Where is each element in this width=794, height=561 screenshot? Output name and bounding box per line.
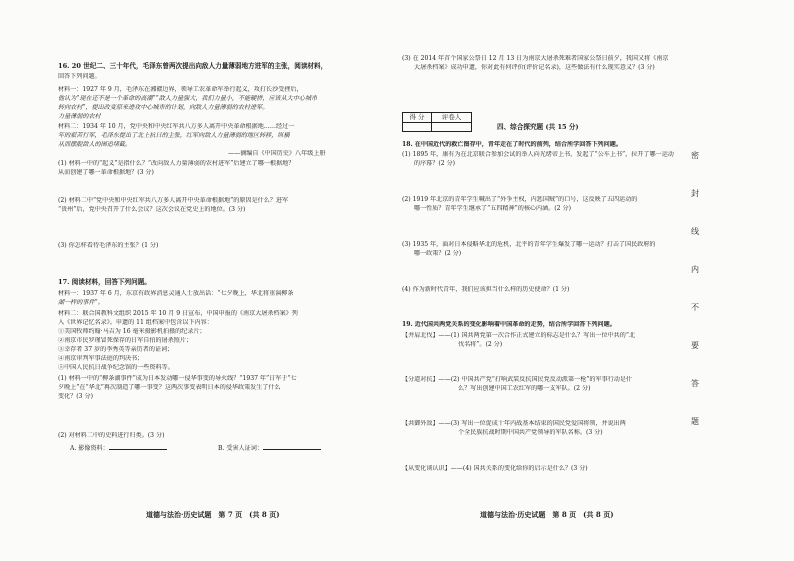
seal-line-notice	[690, 150, 700, 450]
q18-sub-3: (3) 1935 年，面对日本侵略华北的危机，北平的青年学生爆发了哪一运动？打击了国民政府的	[402, 241, 656, 248]
q17-item-4: ④南京审判军事法庭的判决书；	[58, 355, 144, 362]
q16-material-1d: 力量薄弱的农村	[58, 113, 101, 120]
q19-sub-4: 【从变化谈认识】——(4) 国共关系的变化给你的启示是什么？(3 分)	[402, 465, 588, 472]
q16-stem: 16. 20 世纪二、三十年代，毛泽东曾两次提出向敌人力量薄弱地方进军的主张，阅读材料，	[58, 62, 328, 70]
q17-sub-1c: 变化？(3 分)	[58, 393, 93, 400]
seal-char: 线	[691, 227, 699, 236]
answer-blank-a[interactable]	[109, 443, 167, 450]
page-8	[402, 0, 674, 561]
q17-sub-2: (2) 对材料二中的史料进行归类。(3 分)	[58, 432, 165, 439]
seal-char: 不	[691, 303, 699, 312]
q16-sub-2b: “贵州”后，党中央召开了什么会议？这次会议在党史上的地位。(3 分)	[58, 206, 246, 213]
q16-sub-1: (1) 材料一中的“起义”是指什么？“改向敌人力量薄弱的农村进军”后建立了哪一根据地？	[58, 160, 295, 167]
q18-sub-3b: 哪一政策？(2 分)	[414, 250, 462, 257]
q18-sub-2b: 哪一性质？青年学生继承了“五四精神”的核心内涵。(2 分)	[414, 205, 571, 212]
q17-sub-3: (3) 在 2014 年首个国家公祭日 12 月 13 日为南京大屠杀死难者国家公祭日前夕，我国又将《南京	[402, 55, 669, 62]
q17-part-a	[70, 443, 167, 453]
q17-material-1: 材料一：1937 年 6 月，东京有政界消息灵通人士放出话：“七夕晚上，华北将重演柳条	[58, 290, 294, 297]
q19-sub-1: 【并肩北伐】——(1) 国共两党第一次合作正式建立的标志是什么？写出一位中共的“北	[402, 332, 636, 339]
q19-stem: 19. 近代国共两党关系的变化影响着中国革命的走势，结合所学回答下列问题。	[402, 321, 616, 328]
q19-sub-1b: 伐名将”。(2 分)	[458, 341, 503, 348]
q16-source: ——摘编自《中国历史》八年级上册	[228, 150, 326, 157]
seal-char: 封	[691, 189, 699, 198]
q16-material-2b: 年的艰苦行军，毛泽东提出了北上抗日的主张，红军向敌人力量薄弱的地区转移，纵横	[58, 132, 290, 139]
q17-item-1: ①美国牧师约翰·马吉为 16 毫米摄影机拍摄的纪录片；	[58, 328, 206, 335]
seal-char: 要	[691, 341, 699, 350]
grader-label: 评卷人	[441, 113, 462, 121]
page-7-footer: 道德与法治·历史试题 第 7 页 (共 8 页)	[146, 510, 280, 519]
seal-char: 密	[691, 151, 699, 160]
q17-material-2: 材料二：联合国教科文组织 2015 年 10 月 9 日宣布，中国申报的《南京大屠杀档案》列	[58, 310, 298, 317]
part-a-label: A. 影像资料：	[70, 445, 109, 452]
q17-item-2: ②南京市民罗瑾冒死保存的日军自拍的屠杀照片；	[58, 337, 193, 344]
q19-sub-3: 【共御外敌】——(3) 写出一位促成十年内战基本结束的国民党爱国将领，并说出两	[402, 420, 626, 427]
section-4-title: 四、综合探究题 (共 15 分)	[497, 123, 579, 131]
q16-material-1: 材料一：1927 年 9 月，毛泽东在湘赣边界，领导工农革命军举行起义，攻打长沙受挫后，	[58, 86, 303, 93]
q16-sub-3: (3) 你怎样看待毛泽东的主张？(1 分)	[58, 242, 159, 249]
q19-sub-2: 【分道对抗】——(2) 中国共产党“打响武装反抗国民党反动派第一枪”的军事行动是什	[402, 376, 633, 383]
q18-sub-4: (4) 作为新时代青年，我们应该担当什么样的历史使命？(1 分)	[402, 286, 570, 293]
q18-sub-1b: 的序幕？(2 分)	[414, 160, 456, 167]
q18-sub-1: (1) 1895 年，康有为在北京联合参加会试的举人向光绪帝上书，发起了“公车上书”，拉开了哪一运动	[402, 151, 674, 158]
q19-sub-2b: 么？写出创建中国工农红军的哪一支军队。(2 分)	[458, 385, 591, 392]
seal-char: 题	[691, 417, 699, 426]
q16-sub-1b: 从而创建了哪一革命根据地？(3 分)	[58, 169, 154, 176]
score-label: 得 分	[403, 113, 432, 122]
q17-stem: 17. 阅读材料，回答下列问题。	[58, 278, 151, 286]
page-7	[58, 0, 380, 561]
q19-sub-3b: 个全民族抗战时期中国共产党领导的军队名称。(3 分)	[458, 429, 603, 436]
score-box	[402, 112, 472, 132]
q16-sub-2: (2) 材料二中“党中央和中央红军共八万多人离开中央革命根据地”的原因是什么？进军	[58, 197, 289, 204]
answer-blank-b[interactable]	[263, 443, 321, 450]
q17-sub-1b: 夕晚上”在“华北”再次制造了哪一事变？这两次事变表明日本的侵华政策发生了什么	[58, 384, 281, 391]
q17-material-2b: 入《世界记忆名录》。申遗的 11 组档案中包含以下内容：	[58, 319, 213, 326]
q16-material-1b: 他认为“现在还不是一个革命的高潮”“敌人力量强大，我们力量小，不能硬拼，应该从大中心城市	[58, 95, 318, 102]
q17-sub-1: (1) 材料一中的“柳条湖事件”成为日本发动哪一侵华事变的导火线？“1937 年”日军于“七	[58, 375, 297, 382]
q17-sub-3b: 大屠杀档案》成功申遗，你对此有何评价(评价记名录)，这些做法有什么现实意义？(3 分)	[414, 64, 655, 71]
q18-sub-2: (2) 1919 年北京的青年学生喊出了“外争主权，内惩国贼”的口号，这反映了五四运动的	[402, 196, 638, 203]
q17-part-b	[218, 443, 321, 453]
seal-char: 答	[691, 379, 699, 388]
q18-stem: 18. 在中国近代的救亡图存中，青年走在了时代的前列，结合所学回答下列问题。	[402, 141, 622, 148]
q17-item-3: ③幸存者 37 岁的李秀英等亲历者的证词；	[58, 346, 174, 353]
q16-material-2c: 从而摆脱敌人的围追堵截。	[58, 141, 132, 148]
q16-stem-2: 回答下列问题。	[58, 73, 101, 80]
q16-material-1c: 转向农村”，提出改变原来进攻中心城市的计划，向敌人力量薄弱的农村进军。	[58, 104, 269, 111]
q17-material-1b: 湖一样的事件”。	[58, 299, 104, 306]
seal-char: 内	[691, 265, 699, 274]
q17-item-5: ⑤中国人民抗日战争纪念馆的一些资料等。	[58, 364, 174, 371]
part-b-label: B. 受害人证词：	[218, 445, 263, 452]
q16-material-2: 材料二：1934 年 10 月，党中央和中央红军共八万多人离开中央革命根据地……经过一	[58, 123, 295, 130]
page-8-footer: 道德与法治·历史试题 第 8 页 (共 8 页)	[480, 510, 614, 519]
